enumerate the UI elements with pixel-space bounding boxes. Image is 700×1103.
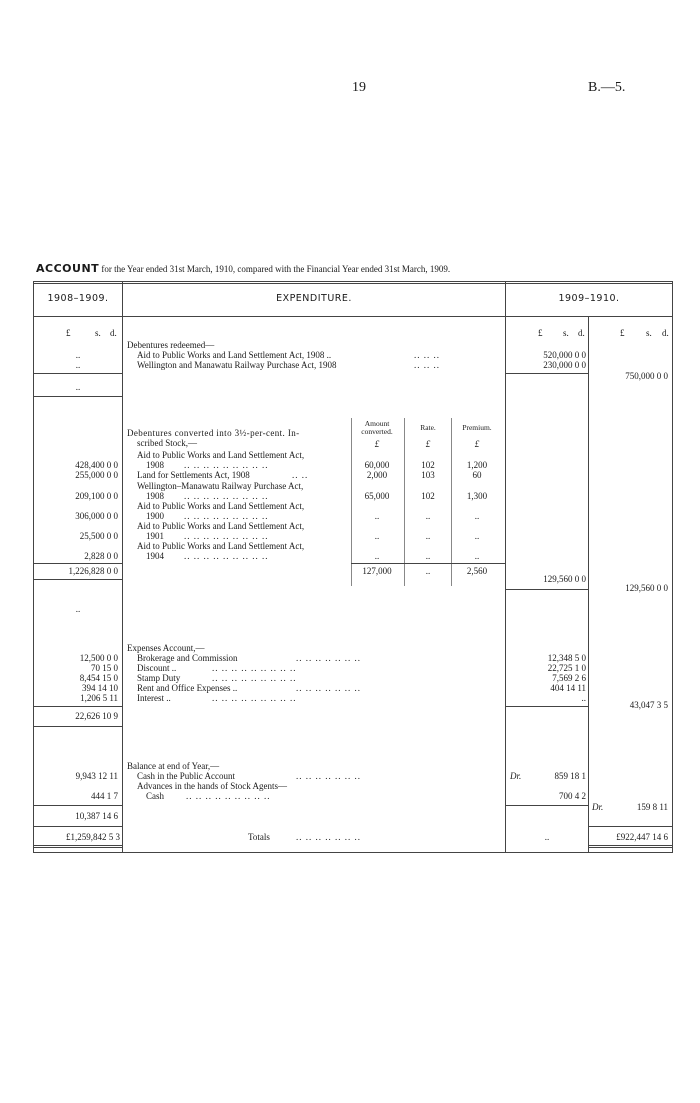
rate-left-rule [404,418,405,586]
totals-total: £922,447 14 6 [616,832,668,842]
row-leaders: .. .. .. .. .. .. .. .. .. [184,511,269,521]
expenses-prev-total: 22,626 10 9 [75,711,118,721]
expense-row-label: Interest .. [137,693,171,703]
row-leaders: .. .. .. .. .. .. .. .. .. [184,531,269,541]
advances-cash-label: Cash [146,791,164,801]
header-rule [33,316,673,317]
detail-d-unit: d. [578,328,585,338]
row-leaders: .. .. .. .. .. .. .. [296,832,361,842]
converted-row-amount: 60,000 [364,460,390,470]
row-leaders: .. .. .. .. .. .. .. .. .. [186,791,271,801]
converted-row-amount: .. [374,531,380,541]
expense-row-prev: 394 14 10 [82,683,118,693]
converted-row-label: Land for Settlements Act, 1908 [137,470,250,480]
converted-row-rate: 102 [421,491,435,501]
converted-row-rate: 102 [421,460,435,470]
converted-row-label: Aid to Public Works and Land Settlement Act, [137,541,305,551]
table-caption [36,263,450,275]
redeemed-item-detail: 520,000 0 0 [543,350,586,360]
converted-heading: Debentures converted into 3½-per-cent. In- [127,428,300,438]
rate-header: Rate. [420,423,436,432]
row-leaders: .. .. .. .. .. .. .. .. .. [212,693,297,703]
redeemed-total: 750,000 0 0 [625,371,668,381]
converted-row-label: Wellington–Manawatu Railway Purchase Act, [137,481,304,491]
prev-subtotal-rule [34,805,122,806]
converted-amount-total: 127,000 [362,566,392,576]
converted-prev-total: 1,226,828 0 0 [68,566,118,576]
total-pound-unit: £ [620,328,625,338]
converted-row-premium: .. [474,531,480,541]
dr-mark: Dr. [510,771,522,781]
prev-subtotal-rule [34,579,122,580]
detail-subtotal-rule [506,373,588,374]
row-leaders: .. .. .. .. .. .. .. .. .. [212,673,297,683]
prev-dots: .. [75,350,81,360]
cash-public-account-prev: 9,943 12 11 [75,771,118,781]
converted-row-amount: .. [374,551,380,561]
cash-public-account-label: Cash in the Public Account [137,771,235,781]
prev-d-unit: d. [110,328,117,338]
converted-row-amount: 65,000 [364,491,390,501]
expenses-heading: Expenses Account,— [127,643,205,653]
table-top-rule [33,281,673,282]
total-double-rule [589,845,672,846]
expense-row-detail: 404 14 11 [550,683,586,693]
converted-row-label-cont: 1901 [146,531,164,541]
converted-row-label: Aid to Public Works and Land Settlement Act, [137,521,305,531]
expense-row-detail: 7,569 2 6 [552,673,586,683]
balance-heading: Balance at end of Year,— [127,761,220,771]
totals-detail: .. [544,832,550,842]
premium-unit: £ [474,439,480,449]
expense-row-detail: .. [581,693,586,703]
prev-subtotal-rule [34,396,122,397]
expense-row-prev: 1,206 5 11 [80,693,118,703]
dr-mark: Dr. [592,802,604,812]
row-leaders: .. .. .. .. .. .. .. .. .. [212,663,297,673]
rate-unit: £ [425,439,431,449]
converted-row-label: Aid to Public Works and Land Settlement Act, [137,450,305,460]
converted-row-premium: 1,300 [466,491,488,501]
row-leaders: .. .. .. .. .. .. .. [296,771,361,781]
prev-totals-rule [34,826,122,827]
expense-row-label: Stamp Duty [137,673,181,683]
row-leaders: .. .. [292,470,309,480]
expense-row-label: Rent and Office Expenses .. [137,683,238,693]
converted-row-premium: 1,200 [466,460,488,470]
total-d-unit: d. [662,328,669,338]
converted-row-label-cont: 1904 [146,551,164,561]
converted-row-rate: .. [425,531,431,541]
caption-text: for the Year ended 31st March, 1910, compared with the Financial Year ended 31st March, 1909. [101,264,451,274]
converted-heading-cont: scribed Stock,— [137,438,197,448]
right-border [672,281,673,853]
detail-divider [588,316,589,853]
prev-double-rule [34,845,122,846]
expense-row-detail: 22,725 1 0 [547,663,586,673]
caption-word: ACCOUNT [36,262,100,275]
detail-subtotal-rule [506,805,588,806]
converted-row-label-cont: 1908 [146,460,164,470]
prev-double-rule [34,847,122,848]
row-leaders: .. .. .. .. .. .. .. .. .. [184,460,269,470]
redeemed-item-detail: 230,000 0 0 [543,360,586,370]
converted-row-premium: .. [474,551,480,561]
expense-row-prev: 12,500 0 0 [79,653,118,663]
converted-row-prev: 2,828 0 0 [84,551,118,561]
redeemed-item-label: Aid to Public Works and Land Settlement Act, 1908 .. [137,350,332,360]
converted-row-amount: 2,000 [366,470,388,480]
redeemed-heading: Debentures redeemed— [127,340,215,350]
prev-subtotal-rule [34,563,122,564]
converted-row-rate: 103 [421,470,435,480]
converted-row-amount: .. [374,511,380,521]
converted-row-prev: 428,400 0 0 [75,460,118,470]
converted-row-label: Aid to Public Works and Land Settlement Act, [137,501,305,511]
expense-row-label: Brokerage and Commission [137,653,238,663]
detail-subtotal-rule [506,589,588,590]
redeemed-item-label: Wellington and Manawatu Railway Purchase Act, 1908 [137,360,337,370]
page-number: 19 [352,80,366,95]
converted-rate-total: .. [425,566,431,576]
row-leaders: .. .. .. .. .. .. .. [296,653,361,663]
expenditure-divider [505,281,506,853]
prev-dots: .. [75,604,81,614]
row-leaders: .. .. .. .. .. .. .. .. .. [184,551,269,561]
advances-prev: 444 1 7 [91,791,118,801]
total-double-rule [589,847,672,848]
page-reference: B.—5. [588,80,626,95]
expense-row-prev: 8,454 15 0 [79,673,118,683]
total-s-unit: s. [646,328,652,338]
expenditure-header: EXPENDITURE. [276,293,352,304]
expense-row-detail: 12,348 5 0 [547,653,586,663]
prev-dots: .. [75,360,81,370]
converted-subtotal-rule [351,563,505,564]
row-leaders: .. .. .. .. .. .. .. .. .. [184,491,269,501]
prev-subtotal-rule [34,706,122,707]
totals-prev: £1,259,842 5 3 [66,832,120,842]
converted-row-premium: .. [474,511,480,521]
detail-subtotal-rule [506,706,588,707]
prev-pound-unit: £ [66,328,71,338]
advances-label: Advances in the hands of Stock Agents— [137,781,287,791]
table-bottom-rule [33,852,673,853]
redeemed-item-leaders: .. .. .. [414,350,440,360]
converted-row-prev: 255,000 0 0 [75,470,118,480]
converted-row-prev: 306,000 0 0 [75,511,118,521]
prev-year-header: 1908–1909. [47,293,109,304]
balance-total: 159 8 11 [636,802,668,812]
table-top-rule-2 [33,283,673,284]
balance-prev-total: 10,387 14 6 [75,811,118,821]
cash-public-account-detail: 859 18 1 [554,771,586,781]
row-leaders: .. .. .. .. .. .. .. [296,683,361,693]
converted-row-prev: 209,100 0 0 [75,491,118,501]
premium-header: Premium. [462,423,492,432]
totals-label: Totals [248,832,270,842]
converted-row-premium: 60 [472,470,482,480]
converted-row-prev: 25,500 0 0 [79,531,118,541]
amount-header-cont: converted. [361,427,393,436]
converted-premium-total: 2,560 [466,566,488,576]
converted-detail-total: 129,560 0 0 [543,574,586,584]
converted-row-rate: .. [425,511,431,521]
prev-subtotal-rule [34,373,122,374]
redeemed-item-leaders: .. .. .. [414,360,440,370]
expenses-total: 43,047 3 5 [629,700,668,710]
detail-s-unit: s. [563,328,569,338]
amount-header: Amount [364,419,390,428]
prev-s-unit: s. [95,328,101,338]
advances-detail: 700 4 2 [559,791,586,801]
converted-row-label-cont: 1908 [146,491,164,501]
prev-subtotal-rule [34,726,122,727]
totals-rule [589,826,672,827]
prev-year-divider [122,281,123,853]
expense-row-label: Discount .. [137,663,177,673]
converted-row-rate: .. [425,551,431,561]
detail-pound-unit: £ [538,328,543,338]
prev-dots: .. [75,382,81,392]
this-year-header: 1909–1910. [558,293,620,304]
converted-row-label-cont: 1900 [146,511,164,521]
converted-total: 129,560 0 0 [625,583,668,593]
amount-unit: £ [374,439,380,449]
expense-row-prev: 70 15 0 [91,663,118,673]
